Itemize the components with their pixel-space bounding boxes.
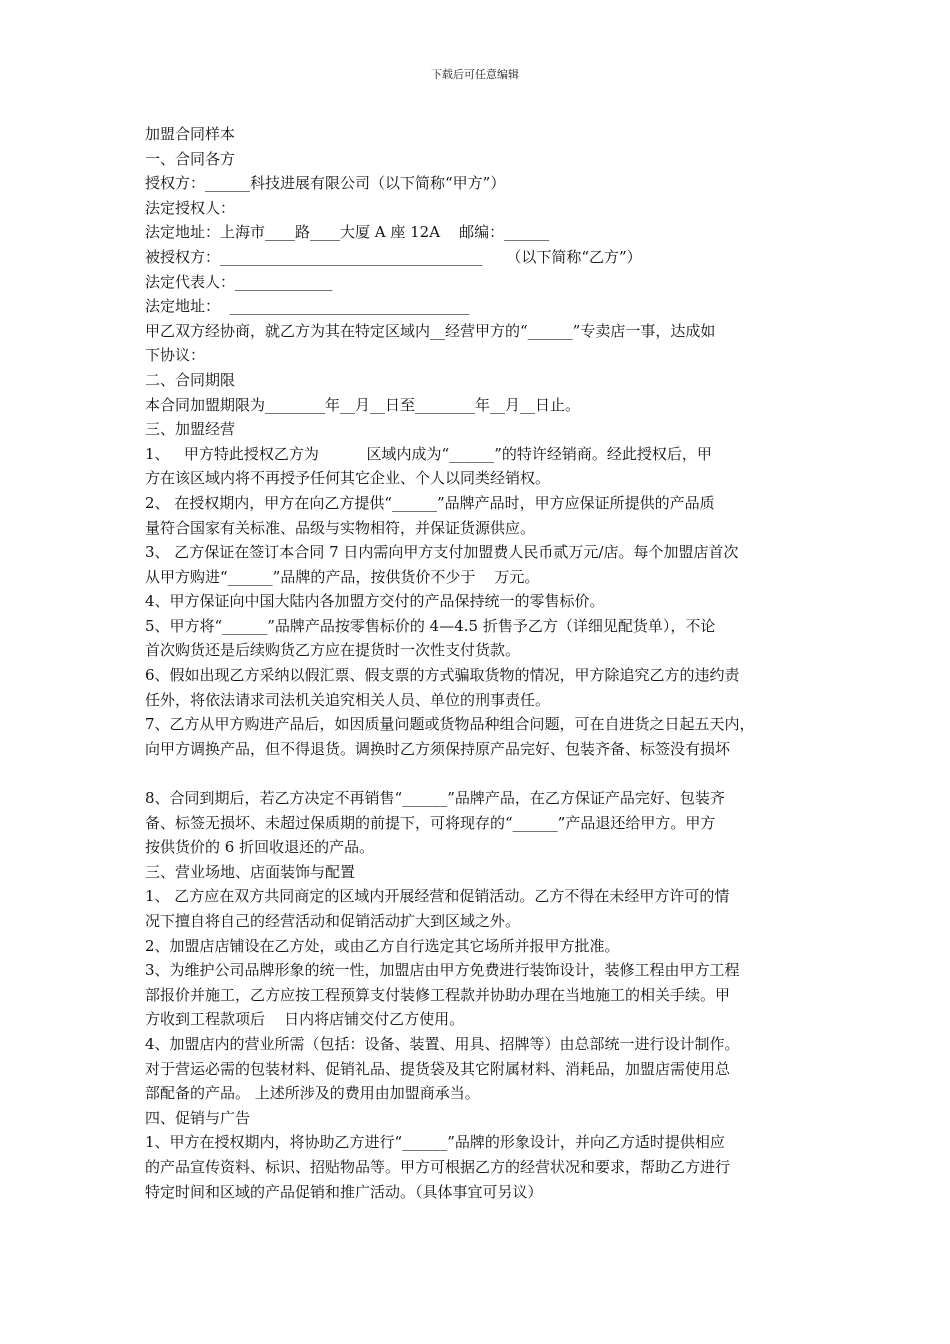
section-heading: 三、加盟经营 <box>145 420 236 439</box>
text-line: 1、 乙方应在双方共同商定的区域内开展经营和促销活动。乙方不得在未经甲方许可的情 <box>145 887 730 906</box>
text-line: 2、加盟店店铺设在乙方处，或由乙方自行选定其它场所并报甲方批准。 <box>145 936 620 955</box>
text-line: 法定授权人： <box>145 198 236 217</box>
blank-line <box>145 761 810 786</box>
text-line: 按供货价的 6 折回收退还的产品。 <box>145 838 375 857</box>
text-line: 4、甲方保证向中国大陆内各加盟方交付的产品保持统一的零售标价。 <box>145 592 605 611</box>
text-line: 法定代表人：_____________ <box>145 272 333 291</box>
text-line: 8、合同到期后，若乙方决定不再销售“______”品牌产品，在乙方保证产品完好、包装齐 <box>145 789 725 808</box>
text-line: 方在该区域内将不再授予任何其它企业、个人以同类经销权。 <box>145 469 551 488</box>
text-line: 6、假如出现乙方采纳以假汇票、假支票的方式骗取货物的情况，甲方除追究乙方的违约责 <box>145 666 740 685</box>
text-line: 下协议： <box>145 346 206 365</box>
section-heading: 一、合同各方 <box>145 149 236 168</box>
section-heading: 四、促销与广告 <box>145 1108 251 1127</box>
page-header: 下载后可任意编辑 <box>431 68 519 81</box>
text-line: 1、 甲方特此授权乙方为 区域内成为“______”的特许经销商。经此授权后，甲 <box>145 444 712 463</box>
text-line: 部配备的产品。 上述所涉及的费用由加盟商承当。 <box>145 1084 480 1103</box>
text-line: 3、为维护公司品牌形象的统一性，加盟店由甲方免费进行装饰设计，装修工程由甲方工程 <box>145 961 740 980</box>
text-line: 首次购货还是后续购货乙方应在提货时一次性支付货款。 <box>145 641 521 660</box>
text-line: 授权方：______科技进展有限公司（以下简称“甲方”） <box>145 174 506 193</box>
section-heading: 三、营业场地、店面装饰与配置 <box>145 862 356 881</box>
text-line: 甲乙双方经协商，就乙方为其在特定区域内__经营甲方的“______”专卖店一事，达成如 <box>145 321 716 340</box>
text-line: 3、 乙方保证在签订本合同 7 日内需向甲方支付加盟费人民币贰万元/店。每个加盟店首次 <box>145 543 739 562</box>
text-line: 部报价并施工，乙方应按工程预算支付装修工程款并协助办理在当地施工的相关手续。甲 <box>145 985 731 1004</box>
text-line: 对于营运必需的包装材料、促销礼品、提货袋及其它附属材料、消耗品，加盟店需使用总 <box>145 1059 731 1078</box>
text-line: 量符合国家有关标准、品级与实物相符，并保证货源供应。 <box>145 518 536 537</box>
text-line: 从甲方购进“______”品牌的产品，按供货价不少于 万元。 <box>145 567 540 586</box>
text-line: 方收到工程款项后 日内将店铺交付乙方使用。 <box>145 1010 465 1029</box>
text-line: 本合同加盟期限为________年__月__日至________年__月__日止。 <box>145 395 581 414</box>
document-body <box>145 122 810 1204</box>
text-line: 特定时间和区域的产品促销和推广活动。（具体事宜可另议） <box>145 1182 543 1201</box>
text-line: 被授权方：___________________________________ （以下简称“乙方”） <box>145 247 642 266</box>
text-line: 况下擅自将自己的经营活动和促销活动扩大到区域之外。 <box>145 912 521 930</box>
text-line: 5、甲方将“______”品牌产品按零售标价的 4—4.5 折售予乙方（详细见配货单），不论 <box>145 616 716 635</box>
text-line: 备、标签无损坏、未超过保质期的前提下，可将现存的“______”产品退还给甲方。甲方 <box>145 813 716 832</box>
text-line: 7、乙方从甲方购进产品后，如因质量问题或货物品种组合问题，可在自进货之日起五天内， <box>145 715 755 734</box>
text-line: 任外，将依法请求司法机关追究相关人员、单位的刑事责任。 <box>145 690 551 709</box>
document-title: 加盟合同样本 <box>145 125 236 143</box>
text-line: 法定地址：上海市____路____大厦 A 座 12A 邮编：______ <box>145 223 550 242</box>
text-line: 向甲方调换产品，但不得退货。调换时乙方须保持原产品完好、包装齐备、标签没有损坏 <box>145 739 731 758</box>
text-line: 1、甲方在授权期内，将协助乙方进行“______”品牌的形象设计，并向乙方适时提供相应 <box>145 1133 725 1152</box>
text-line: 法定地址： ________________________________ <box>145 297 470 316</box>
text-line: 2、 在授权期内，甲方在向乙方提供“______”品牌产品时，甲方应保证所提供的产品质 <box>145 493 715 512</box>
section-heading: 二、合同期限 <box>145 370 236 389</box>
text-line: 4、加盟店内的营业所需（包括：设备、装置、用具、招牌等）由总部统一进行设计制作。 <box>145 1034 740 1053</box>
text-line: 的产品宣传资料、标识、招贴物品等。甲方可根据乙方的经营状况和要求，帮助乙方进行 <box>145 1157 731 1176</box>
